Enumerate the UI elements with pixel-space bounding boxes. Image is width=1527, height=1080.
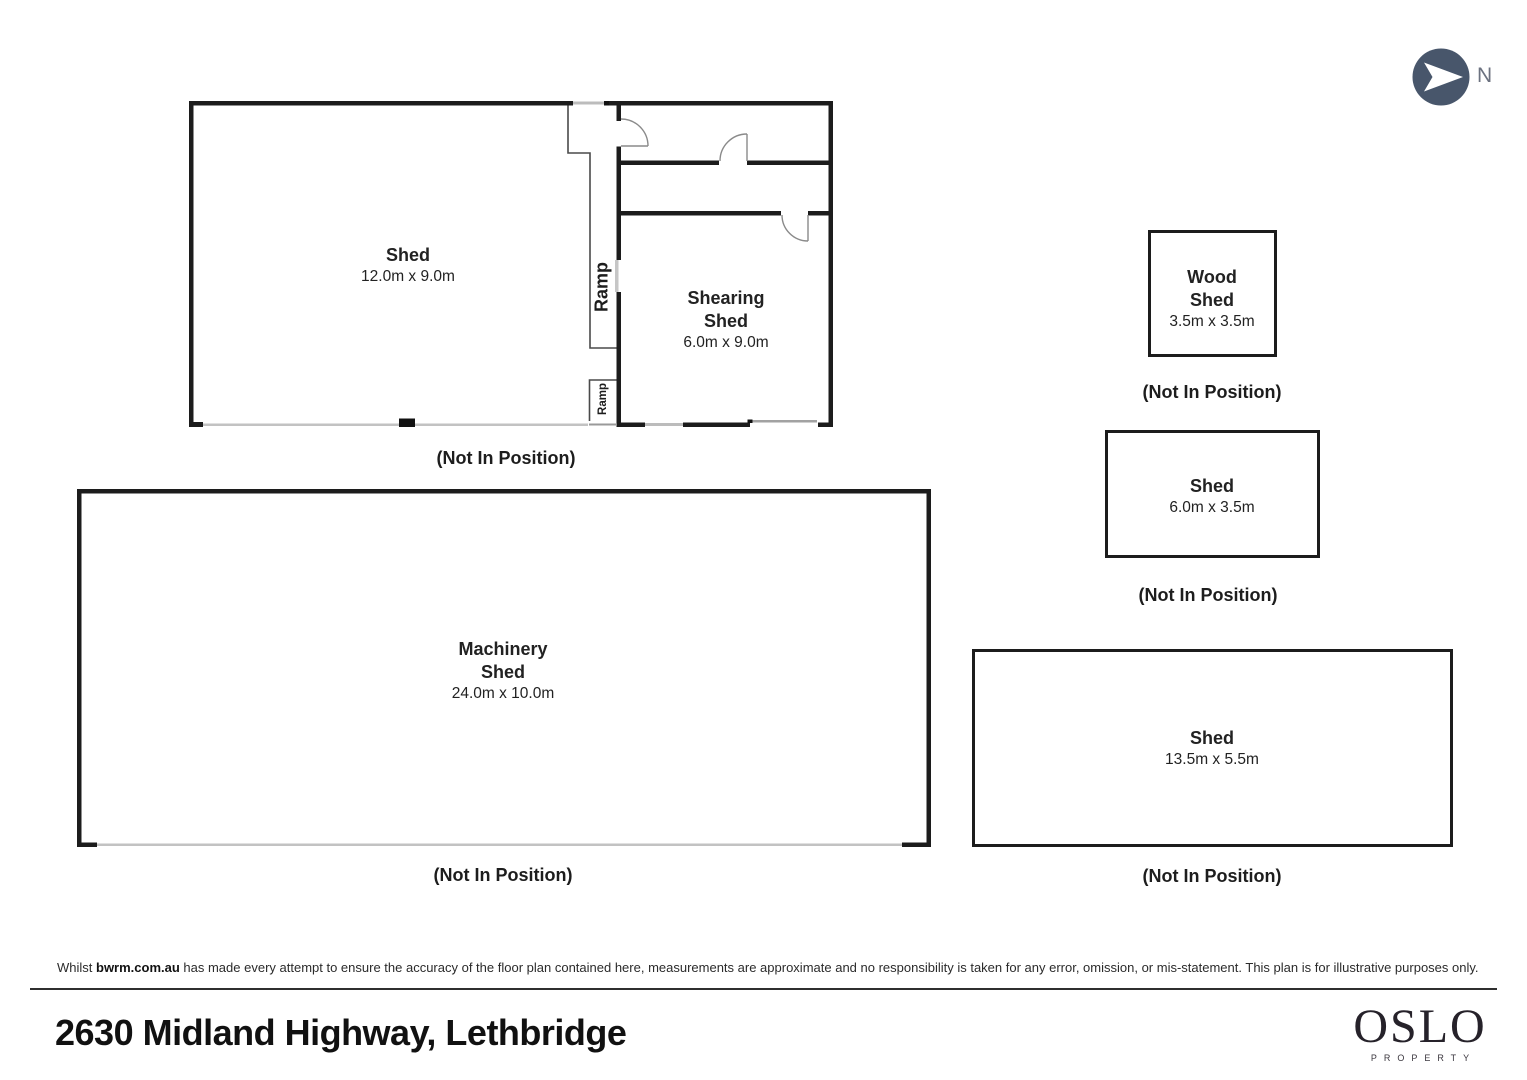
complex-not-in-position: (Not In Position): [436, 448, 576, 468]
wood-shed-label: [1169, 266, 1254, 332]
oslo-logo-subtitle: PROPERTY: [1370, 1053, 1477, 1063]
top-wall-opening: [573, 102, 608, 105]
shed-post: [399, 419, 415, 428]
machinery-shed-name-line1: Machinery: [458, 639, 548, 659]
shearing-shed-name-line1: Shearing: [687, 288, 765, 308]
shearing-bottom-opening: [645, 423, 683, 426]
shed-12x9-name: Shed: [385, 245, 430, 265]
disclaimer-prefix: Whilst: [57, 960, 96, 975]
sliding-door-tick: [748, 420, 753, 424]
shearing-shed-label: [683, 287, 768, 353]
shearing-shed-dims: 6.0m x 9.0m: [683, 334, 769, 351]
disclaimer-site: bwrm.com.au: [96, 960, 180, 975]
shed-complex-walls: [189, 101, 833, 427]
wood-shed-dims: 3.5m x 3.5m: [1169, 313, 1255, 330]
ramp-main-label: Ramp: [591, 261, 612, 313]
top-wall-tick: [604, 101, 609, 106]
door-corridor-top-room: [621, 119, 648, 146]
shearing-shed-name-line2: Shed: [703, 311, 748, 331]
shed-6x35-dims: 6.0m x 3.5m: [1169, 499, 1255, 516]
machinery-shed-name-line2: Shed: [480, 662, 525, 682]
machinery-open-side: [97, 844, 902, 847]
shed-6x35-not-in-position: (Not In Position): [1138, 585, 1278, 605]
doors: [621, 119, 808, 241]
shed-complex-openings: [203, 101, 817, 427]
shed-135x55-label: [1165, 727, 1259, 770]
disclaimer-text: [57, 960, 1479, 975]
machinery-not-in-position: (Not In Position): [433, 865, 573, 885]
shed-6x35-label: [1169, 475, 1254, 518]
small-ramp-base: [589, 424, 617, 426]
sliding-door-line: [752, 420, 817, 423]
ramp-opening: [615, 260, 619, 292]
wood-shed-name-line1: Wood: [1187, 267, 1237, 287]
oslo-logo: [1353, 1002, 1486, 1063]
north-arrow-icon: [1413, 49, 1470, 106]
shed-135x55-name: Shed: [1189, 728, 1234, 748]
door-wall-b: [720, 134, 747, 161]
machinery-shed-dims: 24.0m x 10.0m: [451, 685, 555, 702]
machinery-shed-label: [452, 638, 555, 704]
shed-135x55-dims: 13.5m x 5.5m: [1165, 751, 1259, 768]
shed-12x9-dims: 12.0m x 9.0m: [361, 268, 455, 285]
wood-not-in-position: (Not In Position): [1142, 382, 1282, 402]
disclaimer-rest: has made every attempt to ensure the accuracy of the floor plan contained here, measurements are approximate and no responsibility is taken for any error, omission, or mis-statement. This plan is for illustrative purposes only.: [179, 960, 1479, 975]
shed-135x55-not-in-position: (Not In Position): [1142, 866, 1282, 886]
shed-6x35-name: Shed: [1189, 476, 1234, 496]
shed-12x9-label: [361, 244, 455, 287]
door-wall-c: [782, 215, 808, 241]
ramp-small-label: Ramp: [597, 383, 609, 415]
wood-shed-name-line2: Shed: [1189, 290, 1234, 310]
oslo-logo-title: OSLO: [1353, 1000, 1487, 1053]
shed-open-side: [203, 424, 588, 427]
footer-divider: [30, 988, 1497, 990]
north-label: N: [1477, 64, 1493, 87]
property-address: 2630 Midland Highway, Lethbridge: [55, 1012, 627, 1053]
